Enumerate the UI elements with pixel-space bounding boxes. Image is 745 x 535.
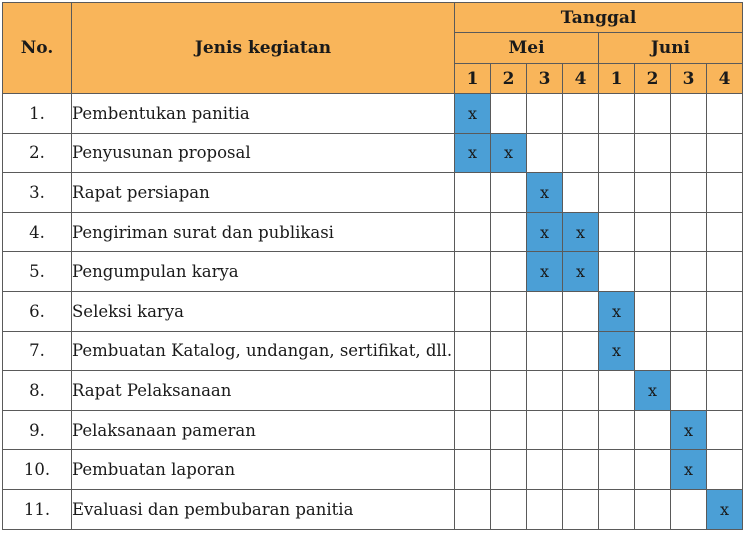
empty-week-cell: [563, 371, 599, 411]
activity-name: Evaluasi dan pembubaran panitia: [72, 489, 455, 529]
schedule-table: [2, 2, 743, 530]
empty-week-cell: [635, 94, 671, 134]
header-week: 1: [599, 64, 635, 94]
activity-name: Pelaksanaan pameran: [72, 410, 455, 450]
empty-week-cell: [563, 410, 599, 450]
empty-week-cell: [671, 173, 707, 213]
empty-week-cell: [455, 252, 491, 292]
scheduled-week-cell: x: [707, 489, 743, 529]
empty-week-cell: [563, 450, 599, 490]
empty-week-cell: [491, 489, 527, 529]
empty-week-cell: [635, 410, 671, 450]
header-date: Tanggal: [455, 3, 743, 33]
row-number: 6.: [3, 291, 72, 331]
header-week: 1: [455, 64, 491, 94]
empty-week-cell: [599, 173, 635, 213]
activity-name: Pembuatan laporan: [72, 450, 455, 490]
empty-week-cell: [671, 291, 707, 331]
row-number: 1.: [3, 94, 72, 134]
empty-week-cell: [599, 489, 635, 529]
header-week: 3: [527, 64, 563, 94]
empty-week-cell: [599, 252, 635, 292]
empty-week-cell: [707, 410, 743, 450]
row-number: 2.: [3, 133, 72, 173]
empty-week-cell: [491, 410, 527, 450]
empty-week-cell: [563, 291, 599, 331]
activity-name: Rapat Pelaksanaan: [72, 371, 455, 411]
table-row: [3, 212, 743, 252]
empty-week-cell: [635, 450, 671, 490]
empty-week-cell: [527, 410, 563, 450]
empty-week-cell: [527, 489, 563, 529]
empty-week-cell: [491, 291, 527, 331]
scheduled-week-cell: x: [563, 252, 599, 292]
empty-week-cell: [563, 94, 599, 134]
scheduled-week-cell: x: [455, 94, 491, 134]
empty-week-cell: [671, 212, 707, 252]
table-row: [3, 331, 743, 371]
empty-week-cell: [491, 371, 527, 411]
empty-week-cell: [707, 291, 743, 331]
empty-week-cell: [455, 410, 491, 450]
header-month-june: Juni: [599, 33, 743, 64]
row-number: 5.: [3, 252, 72, 292]
empty-week-cell: [491, 450, 527, 490]
empty-week-cell: [563, 173, 599, 213]
empty-week-cell: [455, 212, 491, 252]
scheduled-week-cell: x: [527, 173, 563, 213]
empty-week-cell: [671, 133, 707, 173]
header-week: 3: [671, 64, 707, 94]
empty-week-cell: [599, 133, 635, 173]
header-no: No.: [3, 3, 72, 94]
empty-week-cell: [671, 252, 707, 292]
empty-week-cell: [707, 173, 743, 213]
scheduled-week-cell: x: [671, 450, 707, 490]
table-row: [3, 133, 743, 173]
row-number: 7.: [3, 331, 72, 371]
empty-week-cell: [455, 331, 491, 371]
header-week: 4: [563, 64, 599, 94]
row-number: 10.: [3, 450, 72, 490]
row-number: 11.: [3, 489, 72, 529]
scheduled-week-cell: x: [599, 291, 635, 331]
table-row: [3, 173, 743, 213]
empty-week-cell: [599, 212, 635, 252]
empty-week-cell: [527, 94, 563, 134]
empty-week-cell: [635, 133, 671, 173]
scheduled-week-cell: x: [671, 410, 707, 450]
table-row: [3, 252, 743, 292]
activity-name: Penyusunan proposal: [72, 133, 455, 173]
empty-week-cell: [491, 173, 527, 213]
empty-week-cell: [707, 133, 743, 173]
activity-name: Seleksi karya: [72, 291, 455, 331]
empty-week-cell: [707, 252, 743, 292]
row-number: 4.: [3, 212, 72, 252]
empty-week-cell: [455, 489, 491, 529]
empty-week-cell: [491, 331, 527, 371]
empty-week-cell: [671, 371, 707, 411]
activity-name: Pengiriman surat dan publikasi: [72, 212, 455, 252]
empty-week-cell: [707, 331, 743, 371]
scheduled-week-cell: x: [599, 331, 635, 371]
empty-week-cell: [563, 489, 599, 529]
empty-week-cell: [527, 291, 563, 331]
empty-week-cell: [707, 450, 743, 490]
activity-name: Pengumpulan karya: [72, 252, 455, 292]
empty-week-cell: [563, 331, 599, 371]
activity-name: Rapat persiapan: [72, 173, 455, 213]
empty-week-cell: [455, 371, 491, 411]
table-row: [3, 371, 743, 411]
empty-week-cell: [599, 450, 635, 490]
table-header: [3, 3, 743, 94]
table-row: [3, 291, 743, 331]
empty-week-cell: [671, 489, 707, 529]
empty-week-cell: [707, 94, 743, 134]
empty-week-cell: [635, 212, 671, 252]
empty-week-cell: [599, 371, 635, 411]
header-week: 4: [707, 64, 743, 94]
table-row: [3, 450, 743, 490]
empty-week-cell: [707, 371, 743, 411]
activity-name: Pembentukan panitia: [72, 94, 455, 134]
scheduled-week-cell: x: [455, 133, 491, 173]
header-activity: Jenis kegiatan: [72, 3, 455, 94]
table-body: [3, 94, 743, 530]
scheduled-week-cell: x: [635, 371, 671, 411]
empty-week-cell: [455, 450, 491, 490]
empty-week-cell: [635, 252, 671, 292]
scheduled-week-cell: x: [527, 212, 563, 252]
empty-week-cell: [455, 291, 491, 331]
empty-week-cell: [563, 133, 599, 173]
empty-week-cell: [527, 133, 563, 173]
empty-week-cell: [599, 410, 635, 450]
header-week: 2: [635, 64, 671, 94]
empty-week-cell: [707, 212, 743, 252]
table-row: [3, 489, 743, 529]
empty-week-cell: [491, 94, 527, 134]
row-number: 8.: [3, 371, 72, 411]
empty-week-cell: [635, 291, 671, 331]
empty-week-cell: [491, 252, 527, 292]
table-row: [3, 94, 743, 134]
empty-week-cell: [491, 212, 527, 252]
empty-week-cell: [599, 94, 635, 134]
table-row: [3, 410, 743, 450]
empty-week-cell: [455, 173, 491, 213]
empty-week-cell: [671, 331, 707, 371]
header-week: 2: [491, 64, 527, 94]
scheduled-week-cell: x: [563, 212, 599, 252]
empty-week-cell: [527, 331, 563, 371]
scheduled-week-cell: x: [491, 133, 527, 173]
empty-week-cell: [527, 371, 563, 411]
header-month-may: Mei: [455, 33, 599, 64]
activity-name: Pembuatan Katalog, undangan, sertifikat, dll.: [72, 331, 455, 371]
row-number: 9.: [3, 410, 72, 450]
row-number: 3.: [3, 173, 72, 213]
scheduled-week-cell: x: [527, 252, 563, 292]
empty-week-cell: [671, 94, 707, 134]
empty-week-cell: [635, 331, 671, 371]
empty-week-cell: [635, 489, 671, 529]
empty-week-cell: [635, 173, 671, 213]
empty-week-cell: [527, 450, 563, 490]
